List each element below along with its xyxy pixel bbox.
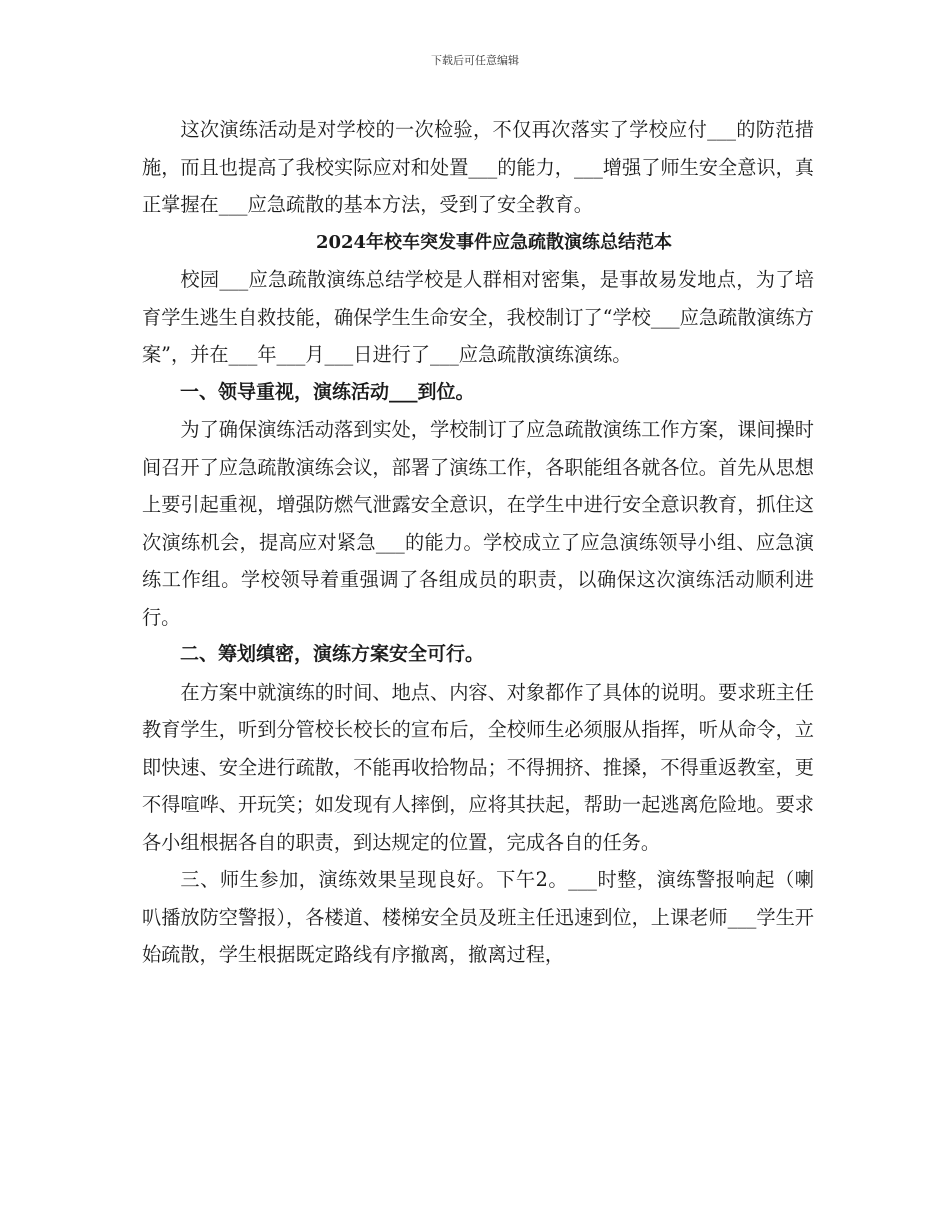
- document-title: 2024年校车突发事件应急疏散演练总结范本: [315, 231, 673, 253]
- intro-paragraph: 这次演练活动是对学校的一次检验，不仅再次落实了学校应付___的防范措施，而且也提高了我校实际应对和处置___的能力，___增强了师生安全意识，真正掌握在___应急疏散的基本方法，受到了安全教育。: [142, 118, 814, 216]
- section2-paragraph: 在方案中就演练的时间、地点、内容、对象都作了具体的说明。要求班主任教育学生，听到分管校长校长的宣布后，全校师生必须服从指挥，听从命令，立即快速、安全进行疏散，不能再收拾物品；不得拥挤、推搡，不得重返教室，更不得喧哗、开玩笑；如发现有人摔倒，应将其扶起，帮助一起逃离危险地。要求各小组根据各自的职责，到达规定的位置，完成各自的任务。: [142, 680, 814, 854]
- document-body: [142, 111, 814, 974]
- section2-heading: 二、筹划缜密，演练方案安全可行。: [180, 643, 485, 665]
- page-header: 下载后可任意编辑: [431, 54, 519, 67]
- opening-paragraph: 校园___应急疏散演练总结学校是人群相对密集，是事故易发地点，为了培育学生逃生自救技能，确保学生生命安全，我校制订了“学校___应急疏散演练方案”，并在___年___月___日进行了___应急疏散演练演练。: [142, 268, 814, 366]
- section1-paragraph: 为了确保演练活动落到实处，学校制订了应急疏散演练工作方案，课间操时间召开了应急疏散演练会议，部署了演练工作，各职能组各就各位。首先从思想上要引起重视，增强防燃气泄露安全意识，在学生中进行安全意识教育，抓住这次演练机会，提高应对紧急___的能力。学校成立了应急演练领导小组、应急演练工作组。学校领导着重强调了各组成员的职责，以确保这次演练活动顺利进行。: [142, 418, 814, 629]
- section3-paragraph: 三、师生参加，演练效果呈现良好。下午2。___时整，演练警报响起（喇叭播放防空警报），各楼道、楼梯安全员及班主任迅速到位，上课老师___学生开始疏散，学生根据既定路线有序撤离，撤离过程，: [142, 868, 814, 966]
- section1-heading: 一、领导重视，演练活动___到位。: [180, 380, 475, 403]
